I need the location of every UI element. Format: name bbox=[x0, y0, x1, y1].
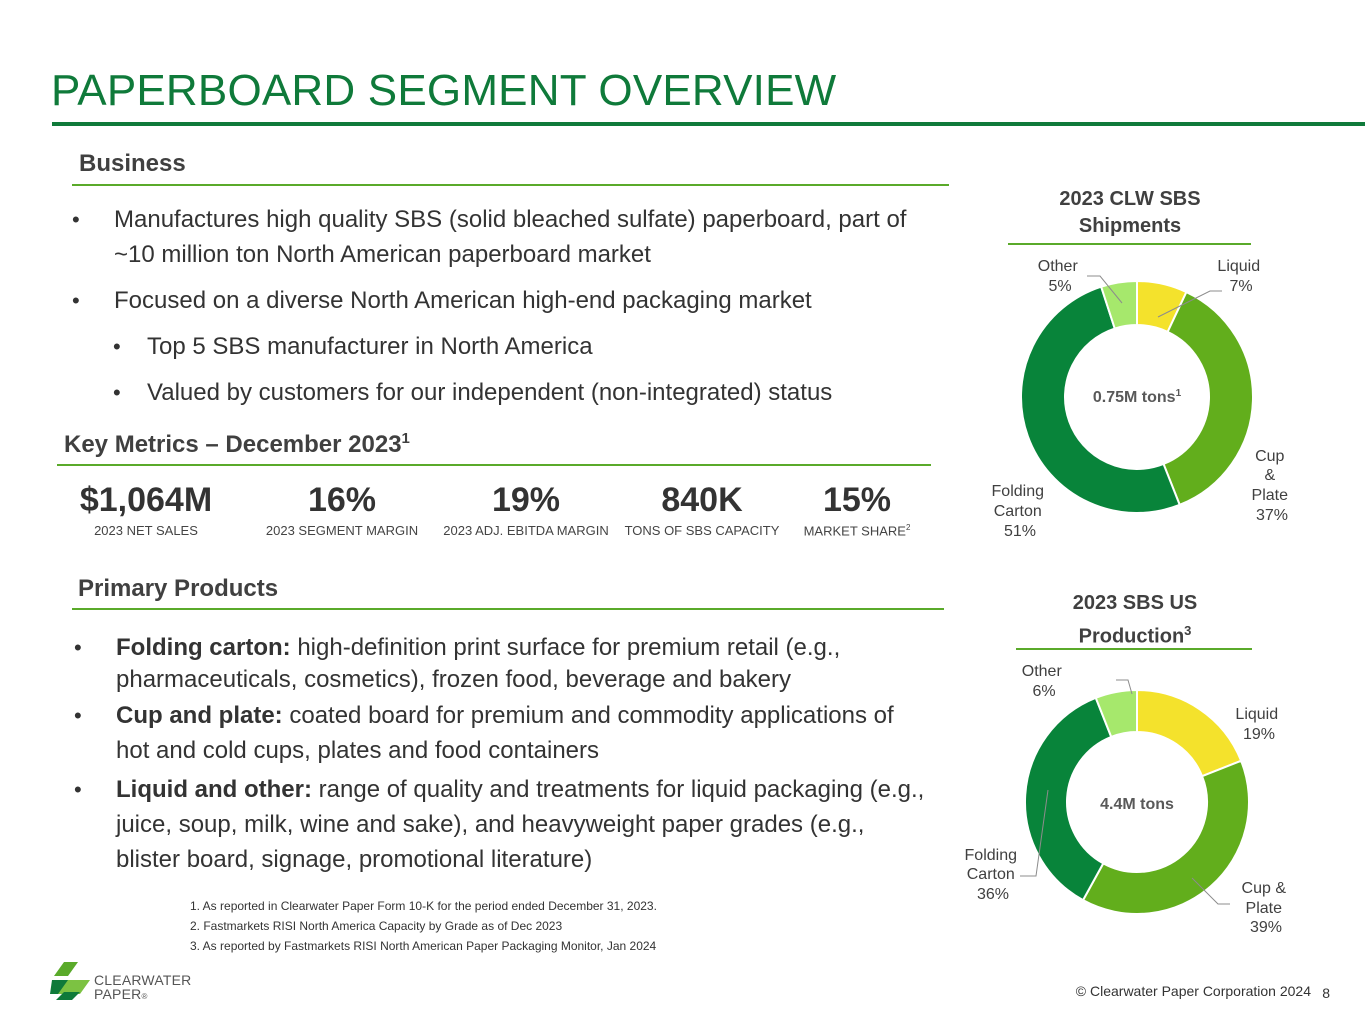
page-number: 8 bbox=[1322, 985, 1330, 1001]
copyright: © Clearwater Paper Corporation 2024 bbox=[1075, 983, 1311, 999]
production-donut-chart bbox=[960, 650, 1300, 945]
product-bullet-folding-carton: • Folding carton: high-definition print surface for premium retail (e.g., pharmaceuticals, cosmetics), frozen food, beverage and bakery bbox=[116, 632, 931, 696]
business-bullets bbox=[114, 202, 934, 410]
slice-label-folding-carton: Folding Carton 51% bbox=[991, 483, 1045, 540]
key-metrics-heading bbox=[64, 430, 410, 459]
metric-value: 15% bbox=[822, 481, 892, 519]
chart1-title: 2023 CLW SBS Shipments bbox=[1059, 188, 1201, 237]
slice-label-other: Other 6% bbox=[1021, 663, 1062, 700]
business-divider bbox=[72, 184, 949, 186]
page-title: PAPERBOARD SEGMENT OVERVIEW bbox=[51, 66, 837, 115]
product-bullet-cup-plate: • Cup and plate: coated board for premium and commodity applications of hot and cold cups, plates and food containers bbox=[116, 698, 931, 768]
metric-value: $1,064M bbox=[79, 481, 213, 519]
metric-label: TONS OF SBS CAPACITY bbox=[624, 523, 780, 538]
donut-slice-liquid bbox=[1137, 690, 1241, 776]
metric-ebitda-margin bbox=[436, 480, 616, 538]
business-sub-bullet: • Top 5 SBS manufacturer in North America bbox=[147, 329, 934, 364]
key-metrics-footnote-ref: 1 bbox=[401, 430, 410, 447]
metric-sbs-capacity bbox=[617, 480, 787, 538]
footnote: 1. As reported in Clearwater Paper Form 10-K for the period ended December 31, 2023. bbox=[190, 899, 657, 913]
business-bullet: • Manufactures high quality SBS (solid bleached sulfate) paperboard, part of ~10 million ton North American paperboard market bbox=[114, 202, 934, 272]
metric-label: 2023 NET SALES bbox=[94, 523, 198, 538]
metric-label: MARKET SHARE$^2$ bbox=[803, 523, 911, 539]
center-label: 0.75M tons$^1$ bbox=[1092, 388, 1182, 406]
footnote: 3. As reported by Fastmarkets RISI North American Paper Packaging Monitor, Jan 2024 bbox=[190, 939, 657, 953]
clearwater-logo bbox=[46, 960, 206, 1011]
key-metrics-heading-text: Key Metrics – December 2023 bbox=[64, 431, 402, 458]
slice-label-folding-carton: Folding Carton 36% bbox=[964, 847, 1018, 903]
metric-value: 840K bbox=[661, 481, 743, 519]
logo-wordmark: CLEARWATER PAPER® bbox=[94, 972, 192, 1002]
metric-label: 2023 SEGMENT MARGIN bbox=[265, 523, 419, 538]
slice-label-liquid: Liquid 7% bbox=[1217, 258, 1261, 295]
business-heading: Business bbox=[79, 150, 186, 177]
footnote: 2. Fastmarkets RISI North America Capacity by Grade as of Dec 2023 bbox=[190, 919, 563, 933]
footnotes bbox=[190, 896, 657, 956]
products-divider bbox=[72, 608, 944, 610]
metric-net-sales bbox=[66, 480, 226, 538]
slice-label-cup-plate: Cup & Plate 37% bbox=[1251, 448, 1289, 524]
donut-slice-folding-carton bbox=[1025, 698, 1111, 900]
metric-market-share bbox=[792, 480, 922, 538]
business-bullet: • Focused on a diverse North American high-end packaging market bbox=[114, 283, 934, 318]
chart2-footnote-ref: 3 bbox=[1184, 623, 1192, 638]
key-metrics-divider bbox=[57, 464, 931, 466]
slice-label-liquid: Liquid 19% bbox=[1235, 706, 1279, 743]
shipments-donut-chart bbox=[960, 245, 1300, 550]
title-divider bbox=[52, 122, 1365, 126]
metric-value: 19% bbox=[491, 481, 561, 519]
metric-value: 16% bbox=[307, 481, 377, 519]
business-sub-bullet: • Valued by customers for our independent (non-integrated) status bbox=[147, 375, 934, 410]
products-bullets bbox=[116, 632, 931, 877]
product-bullet-liquid-other: • Liquid and other: range of quality and treatments for liquid packaging (e.g., juice, soup, milk, wine and sake), and heavyweight paper grades (e.g., blister board, signage, promotional literature) bbox=[116, 772, 931, 877]
slice-label-cup-plate: Cup & Plate 39% bbox=[1241, 880, 1287, 936]
donut-slice-cup-plate bbox=[1083, 761, 1249, 914]
slice-label-other: Other 5% bbox=[1037, 258, 1078, 295]
metric-label: 2023 ADJ. EBITDA MARGIN bbox=[443, 523, 609, 538]
chart2-title: 2023 SBS US Production$^3$ bbox=[1072, 592, 1198, 648]
metric-segment-margin bbox=[262, 480, 422, 538]
products-heading: Primary Products bbox=[78, 575, 279, 602]
metric-footnote-ref: 2 bbox=[905, 523, 911, 532]
center-label: 4.4M tons bbox=[1100, 796, 1174, 813]
